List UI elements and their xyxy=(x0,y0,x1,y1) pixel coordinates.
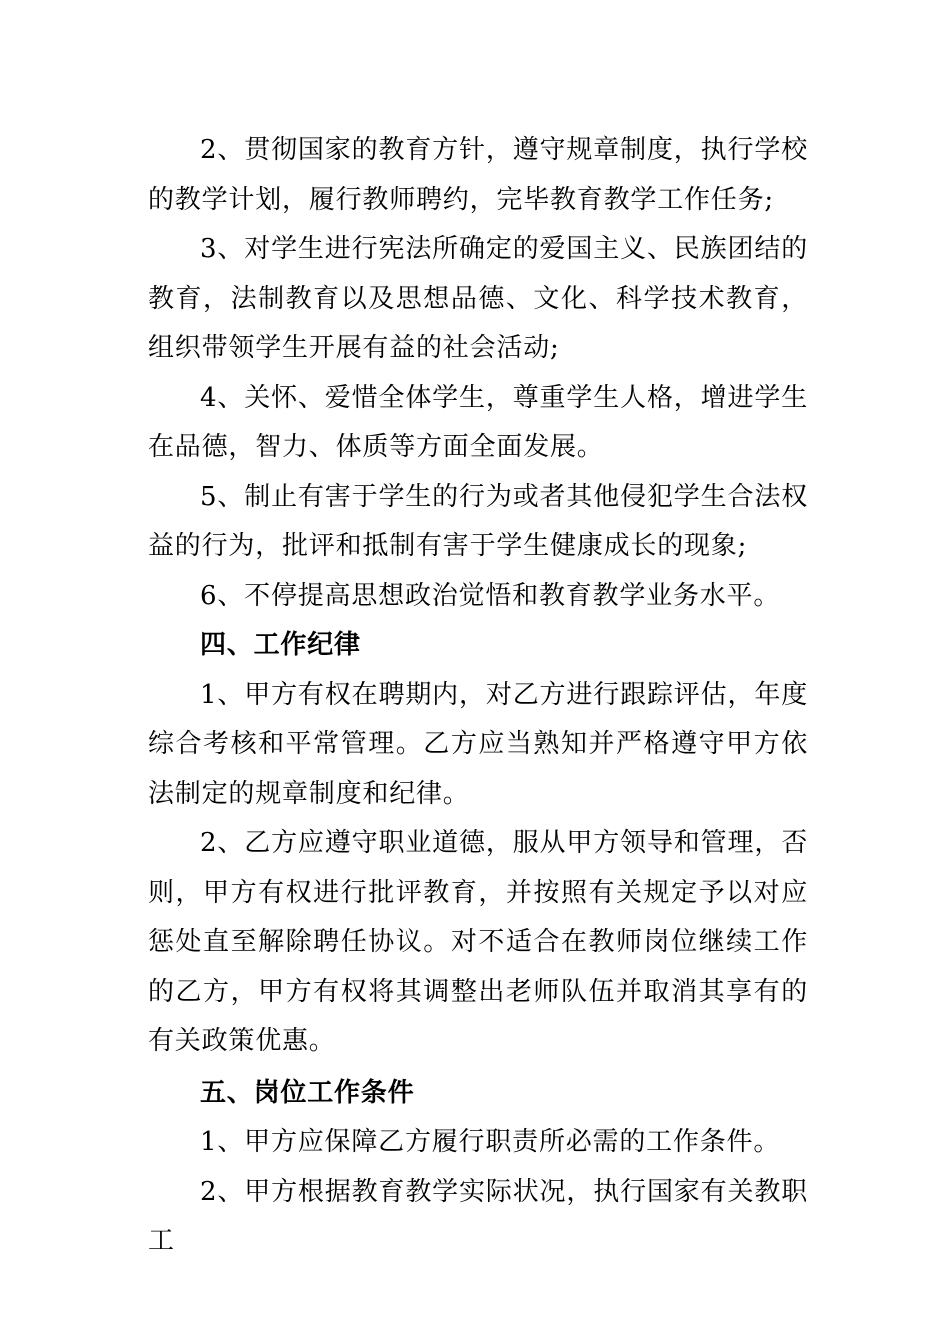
paragraph-discipline-2: 2、乙方应遵守职业道德，服从甲方领导和管理，否则，甲方有权进行批评教育，并按照有关规定予以对应惩处直至解除聘任协议。对不适合在教师岗位继续工作的乙方，甲方有权将其调整出老师队伍并取消其享有的有关政策优惠。 xyxy=(148,828,808,1056)
paragraph-discipline-1: 1、甲方有权在聘期内，对乙方进行跟踪评估，年度综合考核和平常管理。乙方应当熟知并严格遵守甲方依法制定的规章制度和纪律。 xyxy=(148,679,808,809)
paragraph-duty-4: 4、关怀、爱惜全体学生，尊重学生人格，增进学生在品德，智力、体质等方面全面发展。 xyxy=(148,382,808,462)
paragraph-duty-6: 6、不停提高思想政治觉悟和教育教学业务水平。 xyxy=(200,580,781,611)
paragraph-duty-2: 2、贯彻国家的教育方针，遵守规章制度，执行学校的教学计划，履行教师聘约，完毕教育教学工作任务; xyxy=(148,135,808,215)
paragraph-conditions-2: 2、甲方根据教育教学实际状况，执行国家有关教职工 xyxy=(148,1176,808,1256)
section-heading-work-discipline: 四、工作纪律 xyxy=(200,630,361,660)
paragraph-conditions-1: 1、甲方应保障乙方履行职责所必需的工作条件。 xyxy=(200,1127,781,1157)
document-body xyxy=(148,126,808,1267)
paragraph-duty-5: 5、制止有害于学生的行为或者其他侵犯学生合法权益的行为，批评和抵制有害于学生健康成长的现象; xyxy=(148,481,808,561)
paragraph-duty-3: 3、对学生进行宪法所确定的爱国主义、民族团结的教育，法制教育以及思想品德、文化、科学技术教育，组织带领学生开展有益的社会活动; xyxy=(148,234,808,363)
section-heading-work-conditions: 五、岗位工作条件 xyxy=(200,1077,415,1108)
